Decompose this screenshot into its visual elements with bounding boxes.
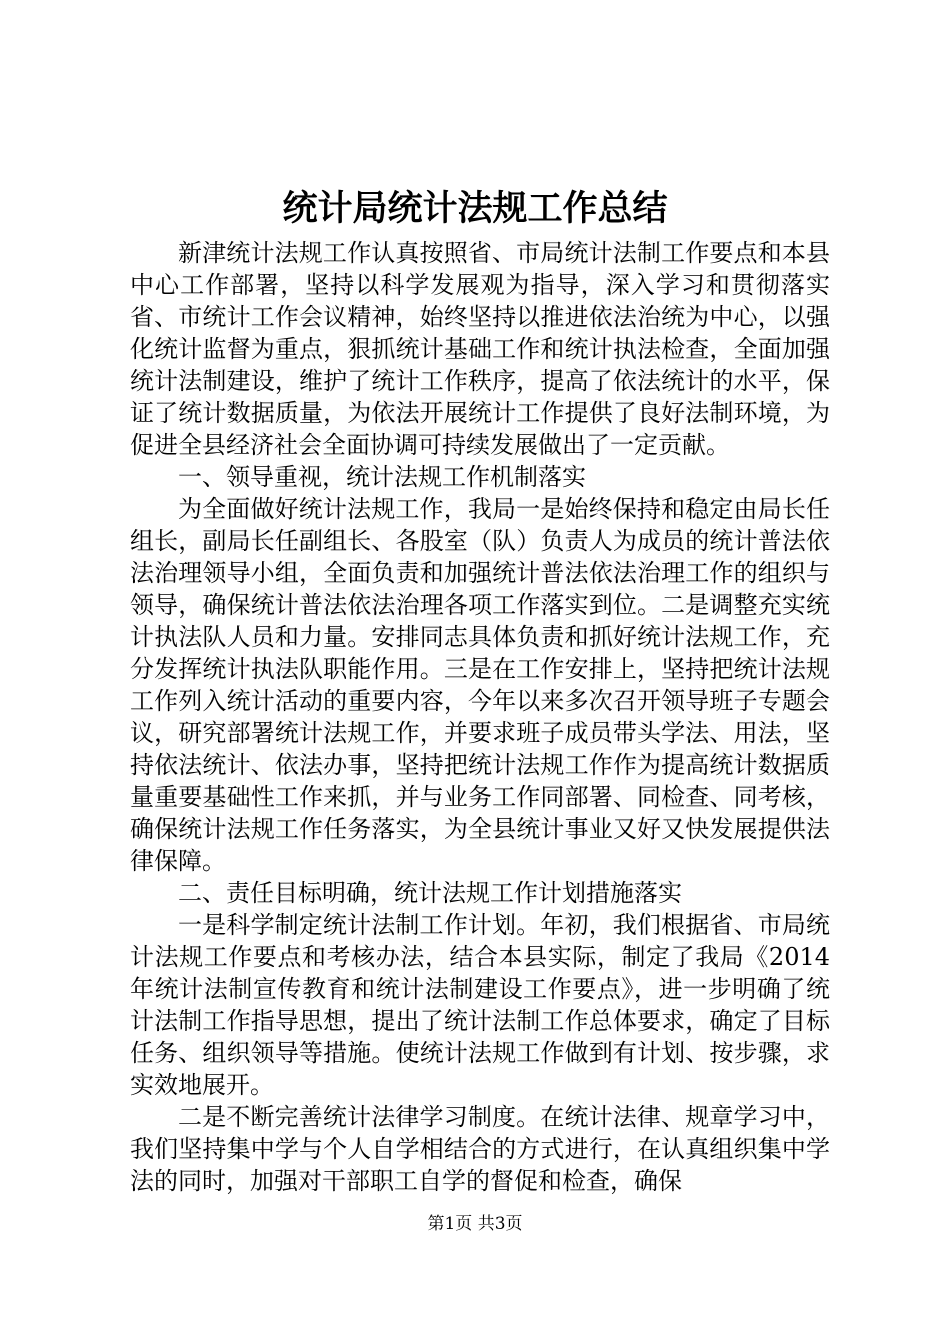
document-title: 统计局统计法规工作总结 xyxy=(282,188,668,229)
document-body xyxy=(130,237,830,1197)
paragraph-section-1: 为全面做好统计法规工作，我局一是始终保持和稳定由局长任组长，副局长任副组长、各股室（队）负责人为成员的统计普法依法治理领导小组，全面负责和加强统计普法依法治理工作的组织与领导，确保统计普法依法治理各项工作落实到位。二是调整充实统计执法队人员和力量。安排同志具体负责和抓好统计法规工作，充分发挥统计执法队职能作用。三是在工作安排上，坚持把统计法规工作列入统计活动的重要内容，今年以来多次召开领导班子专题会议，研究部署统计法规工作，并要求班子成员带头学法、用法，坚持依法统计、依法办事，坚持把统计法规工作作为提高统计数据质量重要基础性工作来抓，并与业务工作同部署、同检查、同考核，确保统计法规工作任务落实，为全县统计事业又好又快发展提供法律保障。 xyxy=(130,495,830,875)
page-footer: 第1页 共3页 xyxy=(427,1214,523,1234)
paragraph-intro: 新津统计法规工作认真按照省、市局统计法制工作要点和本县中心工作部署，坚持以科学发展观为指导，深入学习和贯彻落实省、市统计工作会议精神，始终坚持以推进依法治统为中心，以强化统计监督为重点，狠抓统计基础工作和统计执法检查，全面加强统计法制建设，维护了统计工作秩序，提高了依法统计的水平，保证了统计数据质量，为依法开展统计工作提供了良好法制环境，为促进全县经济社会全面协调可持续发展做出了一定贡献。 xyxy=(130,239,830,459)
section-heading-2: 二、责任目标明确，统计法规工作计划措施落实 xyxy=(178,879,682,907)
paragraph-section-2a: 一是科学制定统计法制工作计划。年初，我们根据省、市局统计法规工作要点和考核办法，结合本县实际，制定了我局《2014年统计法制宣传教育和统计法制建设工作要点》，进一步明确了统计法制工作指导思想，提出了统计法制工作总体要求，确定了目标任务、组织领导等措施。使统计法规工作做到有计划、按步骤，求实效地展开。 xyxy=(130,911,830,1099)
paragraph-section-2b: 二是不断完善统计法律学习制度。在统计法律、规章学习中，我们坚持集中学与个人自学相结合的方式进行，在认真组织集中学法的同时，加强对干部职工自学的督促和检查，确保 xyxy=(130,1103,830,1195)
section-heading-1: 一、领导重视，统计法规工作机制落实 xyxy=(178,463,586,491)
